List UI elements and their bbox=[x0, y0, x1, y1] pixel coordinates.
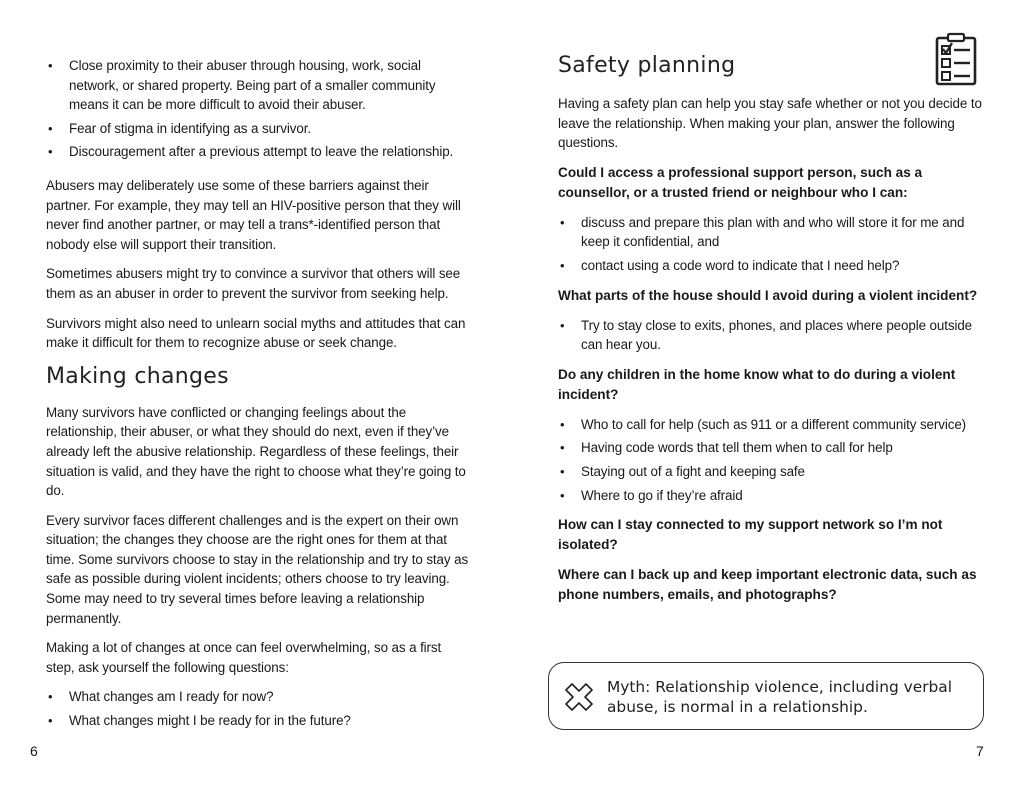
question-backup-data: Where can I back up and keep important electronic data, such as phone numbers, emails, and photographs? bbox=[558, 567, 977, 603]
list-item: • Who to call for help (such as 911 or a different community service) bbox=[558, 415, 988, 435]
house-areas-list bbox=[558, 316, 988, 355]
list-item: • Close proximity to their abuser through housing, work, social network, or shared property. Being part of a smaller community means it can be more difficult to avoid their abuser. bbox=[46, 56, 470, 115]
section-heading-safety-planning: Safety planning bbox=[558, 53, 736, 78]
support-person-list bbox=[558, 213, 988, 276]
left-column bbox=[46, 56, 470, 741]
paragraph: Survivors might also need to unlearn social myths and attitudes that can make it difficult for them to recognize abuse or seek change. bbox=[46, 315, 466, 351]
question-support-person: Could I access a professional support person, such as a counsellor, or a trusted friend or neighbour who I can: bbox=[558, 164, 923, 200]
list-item: • Try to stay close to exits, phones, and places where people outside can hear you. bbox=[558, 316, 988, 355]
paragraph: Sometimes abusers might try to convince a survivor that others will see them as an abuser in order to prevent the survivor from seeking help. bbox=[46, 266, 461, 301]
question-support-network: How can I stay connected to my support network so I’m not isolated? bbox=[558, 517, 943, 553]
list-item: • contact using a code word to indicate that I need help? bbox=[558, 256, 988, 276]
barriers-list bbox=[46, 56, 470, 162]
intro-paragraph: Having a safety plan can help you stay safe whether or not you decide to leave the relationship. When making your plan, answer the following questions. bbox=[558, 96, 982, 151]
section-heading-making-changes: Making changes bbox=[46, 363, 229, 389]
list-item: • Having code words that tell them when to call for help bbox=[558, 438, 988, 458]
question-children: Do any children in the home know what to do during a violent incident? bbox=[558, 366, 956, 402]
list-item: • What changes am I ready for now? bbox=[46, 687, 470, 707]
questions-list bbox=[46, 687, 470, 730]
question-house-areas: What parts of the house should I avoid during a violent incident? bbox=[558, 287, 978, 303]
paragraph: Every survivor faces different challenges and is the expert on their own situation; the changes they choose are the right ones for them at that time. Some survivors choose to stay in the relationship and try to stay as safe as possible during violent incidents; others choose to try leaving. Some may need to try several times before leaving a relationship permanently. bbox=[46, 512, 469, 626]
list-item: • discuss and prepare this plan with and who will store it for me and keep it confidential, and bbox=[558, 213, 988, 252]
page-number: 6 bbox=[30, 743, 38, 759]
paragraph: Making a lot of changes at once can feel overwhelming, so as a first step, ask yourself the following questions: bbox=[46, 640, 442, 675]
page-number: 7 bbox=[976, 743, 984, 759]
paragraph: Abusers may deliberately use some of these barriers against their partner. For example, they may tell an HIV-positive person that they will never find another partner, or may tell a trans*-identified person that nobody else will support their transition. bbox=[46, 177, 461, 252]
children-list bbox=[558, 415, 988, 505]
list-item: • Discouragement after a previous attempt to leave the relationship. bbox=[46, 142, 470, 162]
list-item: • Where to go if they’re afraid bbox=[558, 486, 988, 506]
right-page bbox=[512, 0, 1024, 791]
paragraph: Many survivors have conflicted or changing feelings about the relationship, their abuser, or what they should do next, even if they’ve already left the abusive relationship. Regardless of these feelings, their situation is valid, and they have the right to choose what they’re going to do. bbox=[46, 404, 466, 499]
myth-x-icon bbox=[563, 681, 595, 713]
list-item: • Staying out of a fight and keeping safe bbox=[558, 462, 988, 482]
myth-callout bbox=[548, 662, 984, 730]
right-column bbox=[558, 53, 988, 615]
list-item: • Fear of stigma in identifying as a survivor. bbox=[46, 119, 470, 139]
list-item: • What changes might I be ready for in the future? bbox=[46, 711, 470, 731]
myth-text: Myth: Relationship violence, including verbal abuse, is normal in a relationship. bbox=[607, 678, 953, 716]
